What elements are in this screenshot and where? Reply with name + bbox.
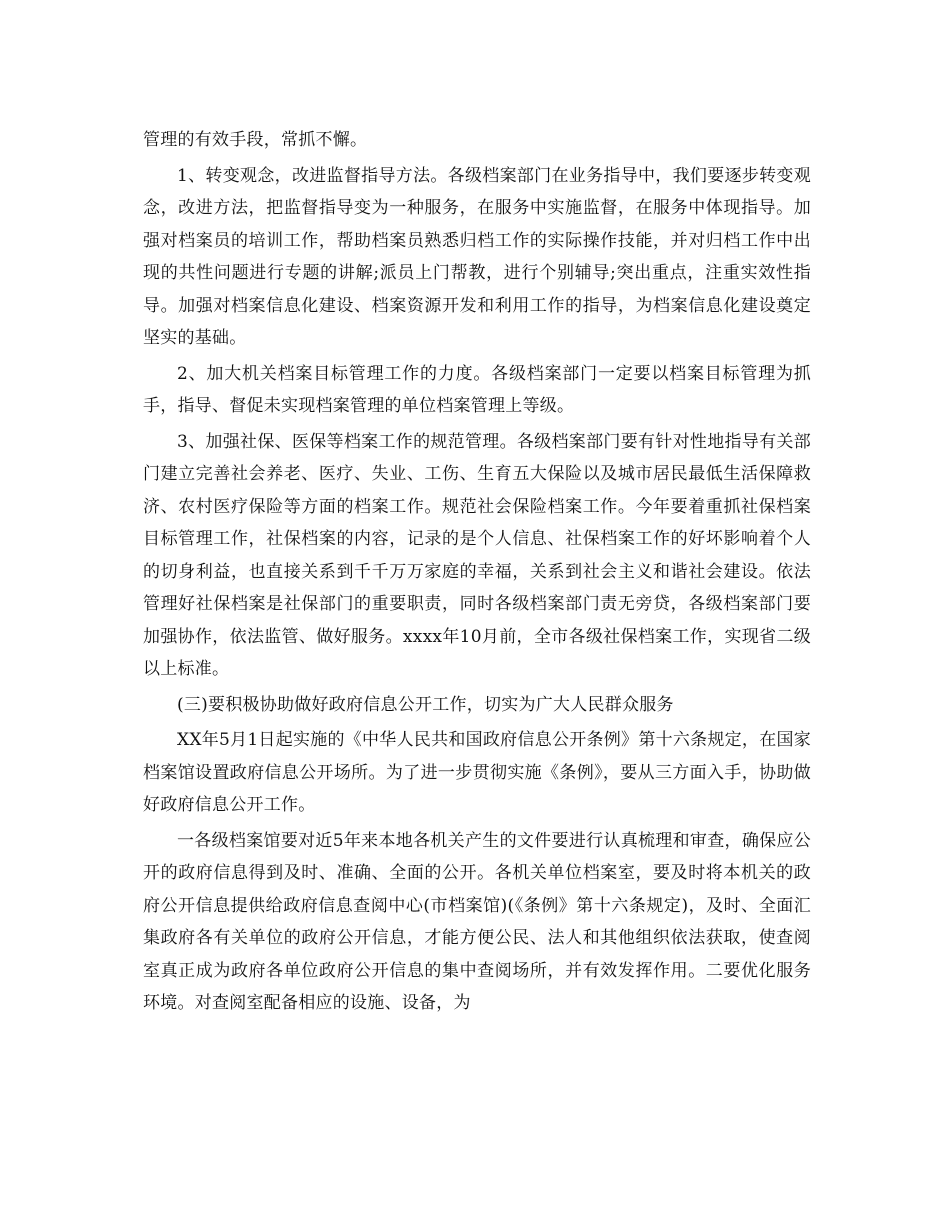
document-body: [143, 124, 811, 1023]
paragraph-item-3: 3、加强社保、医保等档案工作的规范管理。各级档案部门要有针对性地指导有关部门建立完善社会养老、医疗、失业、工伤、生育五大保险以及城市居民最低生活保障救济、农村医疗保险等方面的档案工作。规范社会保险档案工作。今年要着重抓社保档案目标管理工作，社保档案的内容，记录的是个人信息、社保档案工作的好坏影响着个人的切身利益，也直接关系到千千万万家庭的幸福，关系到社会主义和谐社会建设。依法管理好社保档案是社保部门的重要职责，同时各级档案部门责无旁贷，各级档案部门要加强协作，依法监管、做好服务。xxxx年10月前，全市各级社保档案工作，实现省二级以上标准。: [143, 431, 811, 679]
paragraph-item-1: 1、转变观念，改进监督指导方法。各级档案部门在业务指导中，我们要逐步转变观念，改进方法，把监督指导变为一种服务，在服务中实施监督，在服务中体现指导。加强对档案员的培训工作，帮助档案员熟悉归档工作的实际操作技能，并对归档工作中出现的共性问题进行专题的讲解;派员上门帮教，进行个别辅导;突出重点，注重实效性指导。加强对档案信息化建设、档案资源开发和利用工作的指导，为档案信息化建设奠定坚实的基础。: [143, 165, 811, 348]
section-heading-3: (三)要积极协助做好政府信息公开工作，切实为广大人民群众服务: [177, 694, 674, 715]
paragraph-archives: 一各级档案馆要对近5年来本地各机关产生的文件要进行认真梳理和审查，确保应公开的政府信息得到及时、准确、全面的公开。各机关单位档案室，要及时将本机关的政府公开信息提供给政府信息查阅中心(市档案馆)(《条例》第十六条规定)，及时、全面汇集政府各有关单位的政府公开信息，才能方便公民、法人和其他组织依法获取，使查阅室真正成为政府各单位政府公开信息的集中查阅场所，并有效发挥作用。二要优化服务环境。对查阅室配备相应的设施、设备，为: [143, 830, 811, 1013]
paragraph-item-2: 2、加大机关档案目标管理工作的力度。各级档案部门一定要以档案目标管理为抓手，指导、督促未实现档案管理的单位档案管理上等级。: [143, 363, 811, 416]
paragraph-continuation: 管理的有效手段，常抓不懈。: [143, 130, 368, 150]
paragraph-regulation: XX年5月1日起实施的《中华人民共和国政府信息公开条例》第十六条规定，在国家档案馆设置政府信息公开场所。为了进一步贯彻实施《条例》，要从三方面入手，协助做好政府信息公开工作。: [143, 730, 811, 815]
